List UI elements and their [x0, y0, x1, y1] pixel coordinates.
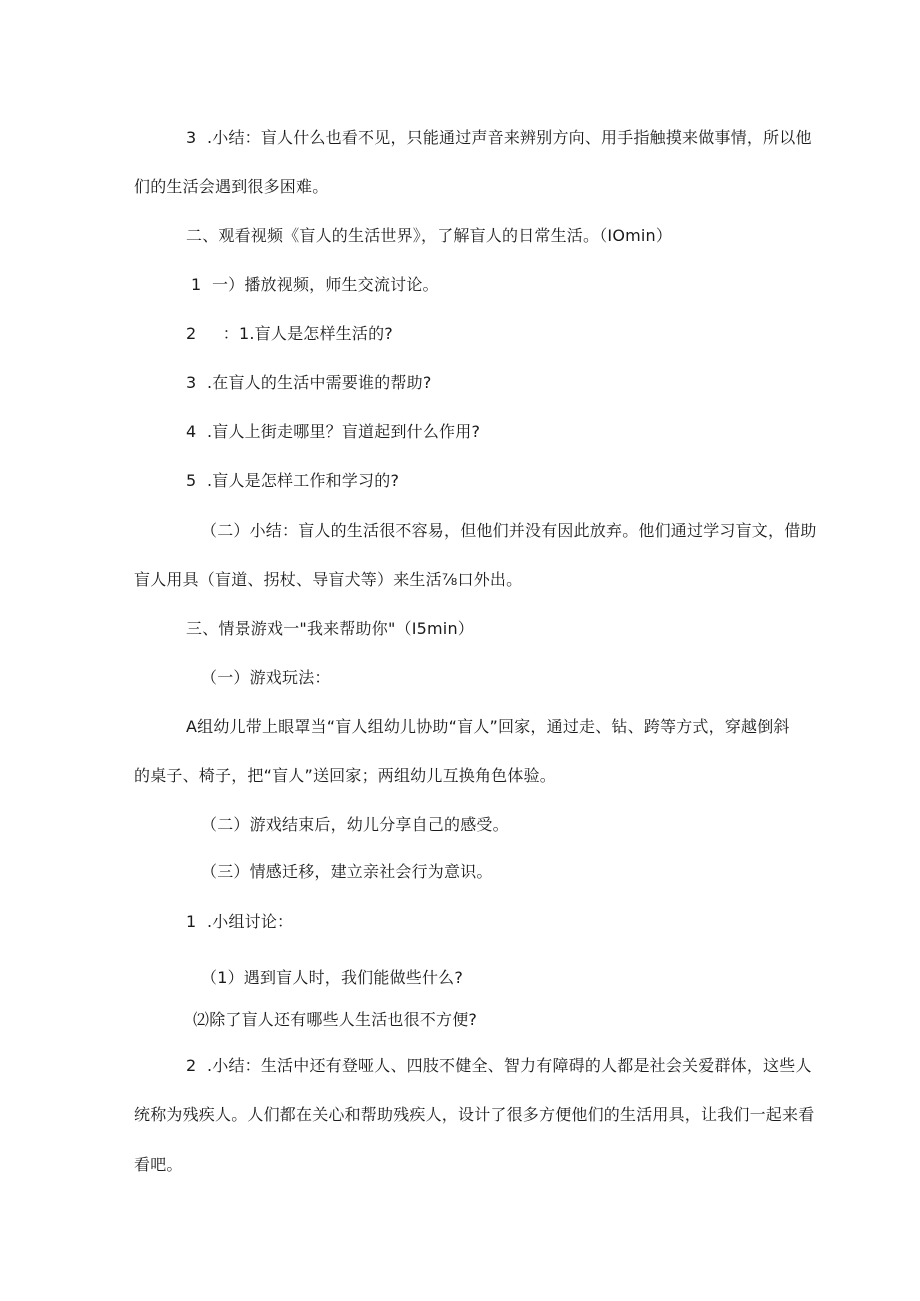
- section-heading: 二、观看视频《盲人的生活世界》，了解盲人的日常生活。（IOmin）: [186, 226, 673, 245]
- subheading: （一）游戏玩法：: [201, 668, 331, 687]
- paragraph-line: 们的生活会遇到很多困难。: [134, 177, 329, 196]
- list-item: （1）遇到盲人时，我们能做些什么?: [201, 968, 464, 987]
- paragraph-line: 统称为残疾人。人们都在关心和帮助残疾人，设计了很多方便他们的生活用具，让我们一起来看: [134, 1105, 815, 1124]
- list-item: 5 .盲人是怎样工作和学习的?: [186, 471, 400, 490]
- paragraph-line: （二）小结：盲人的生活很不容易，但他们并没有因此放弃。他们通过学习盲文，借助: [201, 521, 817, 540]
- list-item: 1 .小组讨论：: [186, 912, 294, 931]
- paragraph-line: 看吧。: [134, 1155, 183, 1174]
- list-item: 2 ：1.盲人是怎样生活的?: [186, 324, 393, 343]
- list-item: ⑵除了盲人还有哪些人生活也很不方便?: [193, 1010, 478, 1029]
- list-item: 4 .盲人上街走哪里？盲道起到什么作用?: [186, 422, 481, 441]
- paragraph-line: 2 .小结：生活中还有登哑人、四肢不健全、智力有障碍的人都是社会关爱群体，这些人: [186, 1056, 812, 1075]
- paragraph-line: A组幼儿带上眼罩当“盲人组幼儿协助“盲人”回家，通过走、钻、跨等方式，穿越倒斜: [186, 717, 790, 736]
- paragraph-line: 3 .小结：盲人什么也看不见，只能通过声音来辨别方向、用手指触摸来做事情，所以他: [186, 128, 812, 147]
- subheading: （三）情感迁移，建立亲社会行为意识。: [201, 862, 493, 881]
- section-heading: 三、情景游戏一"我来帮助你"（I5min）: [186, 619, 474, 638]
- paragraph-line: 的桌子、椅子，把“盲人”送回家；两组幼儿互换角色体验。: [134, 766, 556, 785]
- paragraph-line: 盲人用具（盲道、拐杖、导盲犬等）来生活⅞口外出。: [134, 570, 523, 589]
- subheading: （二）游戏结束后，幼儿分享自己的感受。: [201, 815, 509, 834]
- list-item: 3 .在盲人的生活中需要谁的帮助?: [186, 373, 432, 392]
- list-item: 1 一）播放视频，师生交流讨论。: [191, 275, 439, 294]
